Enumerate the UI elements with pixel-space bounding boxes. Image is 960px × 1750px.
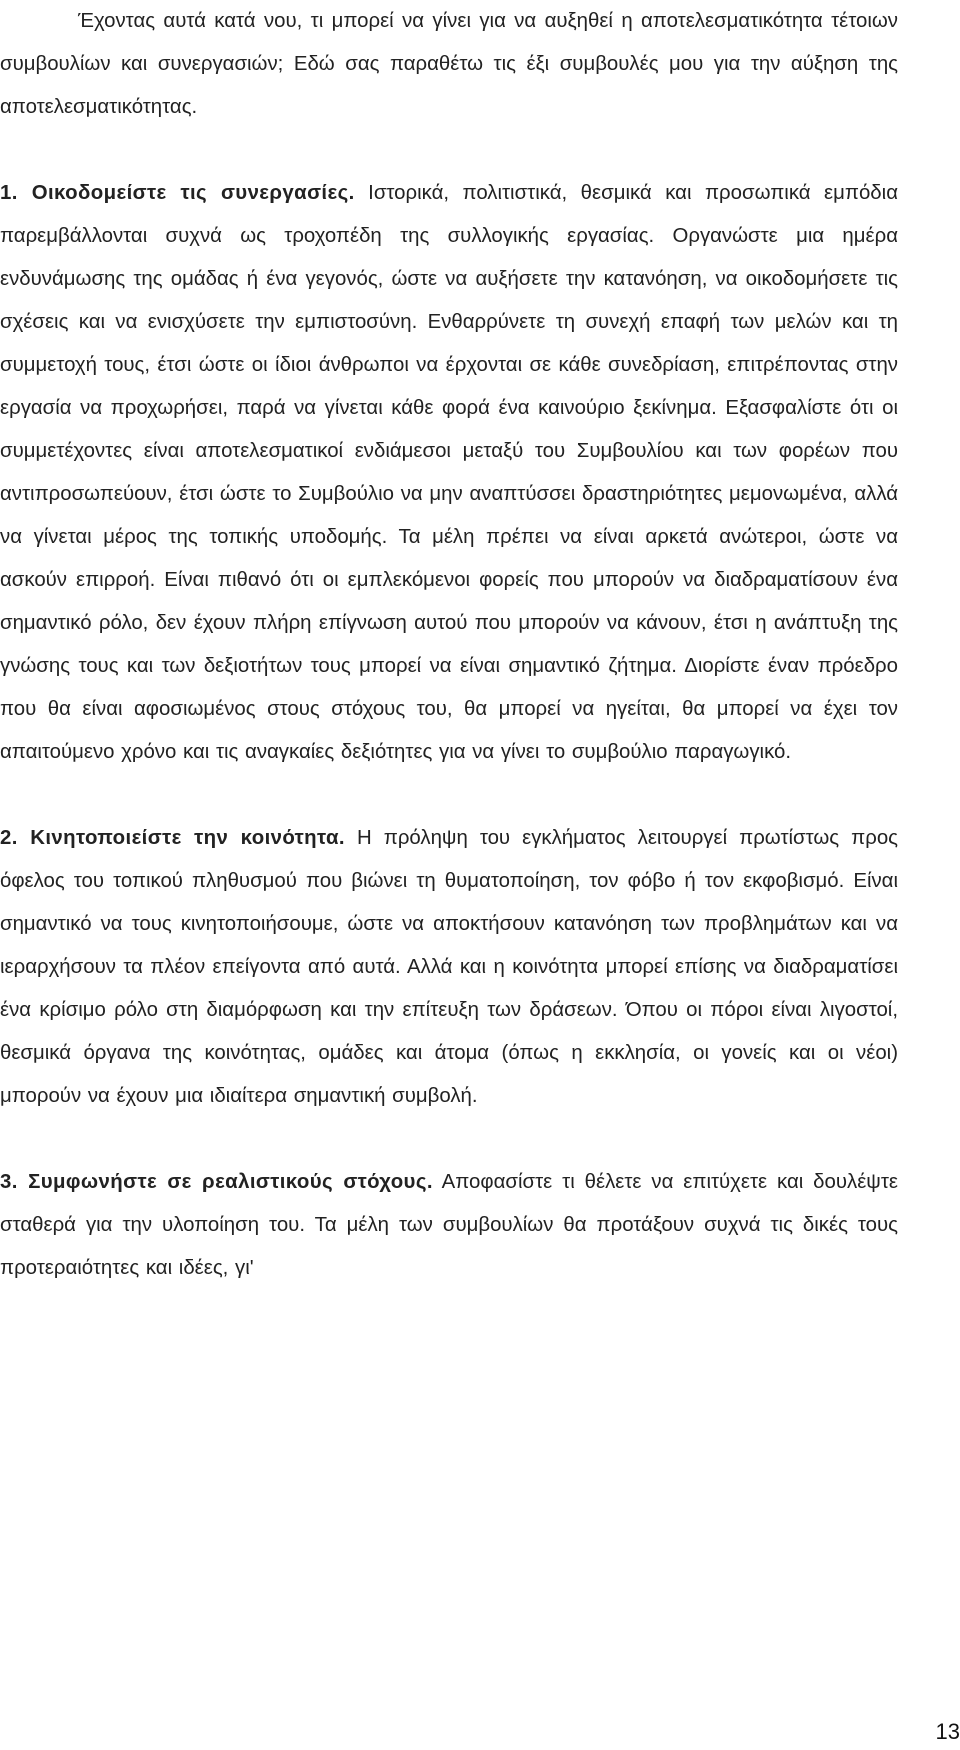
section-3-paragraph [0, 1161, 898, 1290]
intro-paragraph: Έχοντας αυτά κατά νου, τι μπορεί να γίνει για να αυξηθεί η αποτελεσματικότητα τέτοιων συμβουλίων και συνεργασιών; Εδώ σας παραθέτω τις έξι συμβουλές μου για την αύξηση της αποτελεσματικότητας. [0, 10, 898, 118]
page-number: 13 [935, 1719, 960, 1744]
section-2-body: Η πρόληψη του εγκλήματος λειτουργεί πρωτίστως προς όφελος του τοπικού πληθυσμού που βιώνει τη θυματοποίηση, τον φόβο ή τον εκφοβισμό. Είναι σημαντικό να τους κινητοποιήσουμε, ώστε να αποκτήσουν κατανόηση των προβλημάτων και να ιεραρχήσουν τα πλέον επείγοντα από αυτά. Αλλά και η κοινότητα μπορεί επίσης να διαδραματίσει ένα κρίσιμο ρόλο στη διαμόρφωση και την επίτευξη των δράσεων. Όπου οι πόροι είναι λιγοστοί, θεσμικά όργανα της κοινότητας, ομάδες και άτομα (όπως η εκκλησία, οι γονείς και οι νέοι) μπορούν να έχουν μια ιδιαίτερα σημαντική συμβολή. [0, 827, 898, 1107]
section-3-heading: 3. Συμφωνήστε σε ρεαλιστικούς στόχους. [0, 1171, 433, 1193]
section-1-paragraph [0, 172, 898, 774]
section-2-paragraph [0, 817, 898, 1118]
section-2-heading: 2. Κινητοποιείστε την κοινότητα. [0, 827, 345, 849]
section-1-body: Ιστορικά, πολιτιστικά, θεσμικά και προσωπικά εμπόδια παρεμβάλλονται συχνά ως τροχοπέδη της συλλογικής εργασίας. Οργανώστε μια ημέρα ενδυνάμωσης της ομάδας ή ένα γεγονός, ώστε να αυξήσετε την κατανόηση, να οικοδομήσετε τις σχέσεις και να ενισχύσετε την εμπιστοσύνη. Ενθαρρύνετε τη συνεχή επαφή των μελών και τη συμμετοχή τους, έτσι ώστε οι ίδιοι άνθρωποι να έρχονται σε κάθε συνεδρίαση, επιτρέποντας στην εργασία να προχωρήσει, παρά να γίνεται κάθε φορά ένα καινούριο ξεκίνημα. Εξασφαλίστε ότι οι συμμετέχοντες είναι αποτελεσματικοί ενδιάμεσοι μεταξύ του Συμβουλίου και των φορέων που αντιπροσωπεύουν, έτσι ώστε το Συμβούλιο να μην αναπτύσσει δραστηριότητες μεμονωμένα, αλλά να γίνεται μέρος της τοπικής υποδομής. Τα μέλη πρέπει να είναι αρκετά ανώτεροι, ώστε να ασκούν επιρροή. Είναι πιθανό ότι οι εμπλεκόμενοι φορείς που μπορούν να διαδραματίσουν ένα σημαντικό ρόλο, δεν έχουν πλήρη επίγνωση αυτού που μπορούν να κάνουν, έτσι η ανάπτυξη της γνώσης τους και των δεξιοτήτων τους μπορεί να είναι σημαντικό ζήτημα. Διορίστε έναν πρόεδρο που θα είναι αφοσιωμένος στους στόχους του, θα μπορεί να ηγείται, θα μπορεί να έχει τον απαιτούμενο χρόνο και τις αναγκαίες δεξιότητες για να γίνει το συμβούλιο παραγωγικό. [0, 182, 898, 763]
section-3-body: Αποφασίστε τι θέλετε να επιτύχετε και δουλέψτε σταθερά για την υλοποίηση του. Τα μέλη των συμβουλίων θα προτάξουν συχνά τις δικές τους προτεραιότητες και ιδέες, γι' [0, 1171, 898, 1279]
section-1-heading: 1. Οικοδομείστε τις συνεργασίες. [0, 182, 355, 204]
